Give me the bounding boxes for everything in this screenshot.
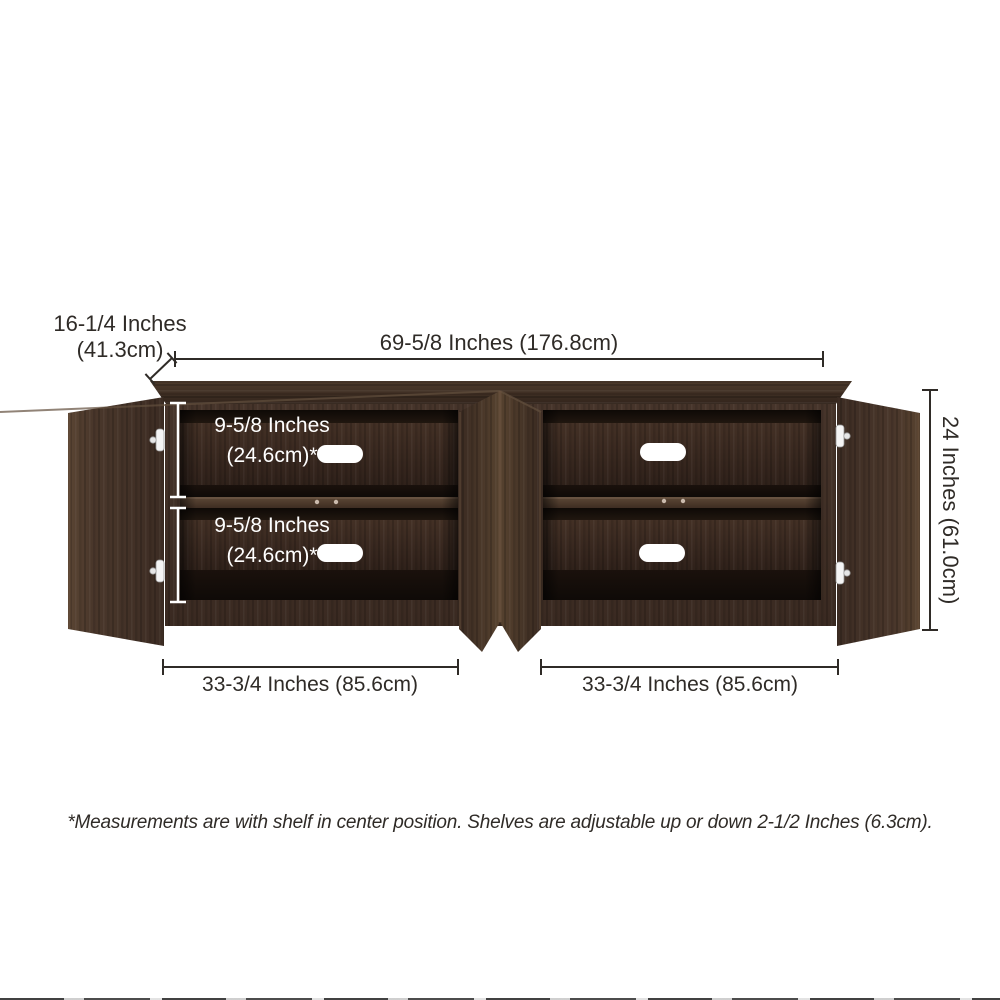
depth-label-metric: (41.3cm) [76,337,164,362]
cable-hole [640,443,686,461]
lower-opening-label-inches: 9-5/8 Inches [214,514,330,537]
footnote: *Measurements are with shelf in center position. Shelves are adjustable up or down 2-1/2 Inches (6.3cm). [67,812,933,833]
lower-opening-label-metric: (24.6cm)* [226,544,318,567]
shelf-pin-dot [315,500,319,504]
width-label: 69-5/8 Inches (176.8cm) [379,330,619,355]
upper-opening-label [186,411,358,471]
upper-opening-label-metric: (24.6cm)* [226,444,318,467]
right-compartment-interior [543,410,821,600]
shelf-pin-dot [334,500,338,504]
lower-opening-label [186,511,358,571]
shelf-pin-dot [662,499,666,503]
left-section-label: 33-3/4 Inches (85.6cm) [202,673,418,696]
right-section-label: 33-3/4 Inches (85.6cm) [582,673,798,696]
shelf-pin-dot [681,499,685,503]
depth-label [20,311,220,363]
height-label: 24 Inches (61.0cm) [938,415,963,605]
cable-hole [639,544,685,562]
center-right-door-open [500,391,541,652]
upper-opening-label-inches: 9-5/8 Inches [214,414,330,437]
depth-label-inches: 16-1/4 Inches [53,311,187,336]
left-door-open [68,397,164,646]
